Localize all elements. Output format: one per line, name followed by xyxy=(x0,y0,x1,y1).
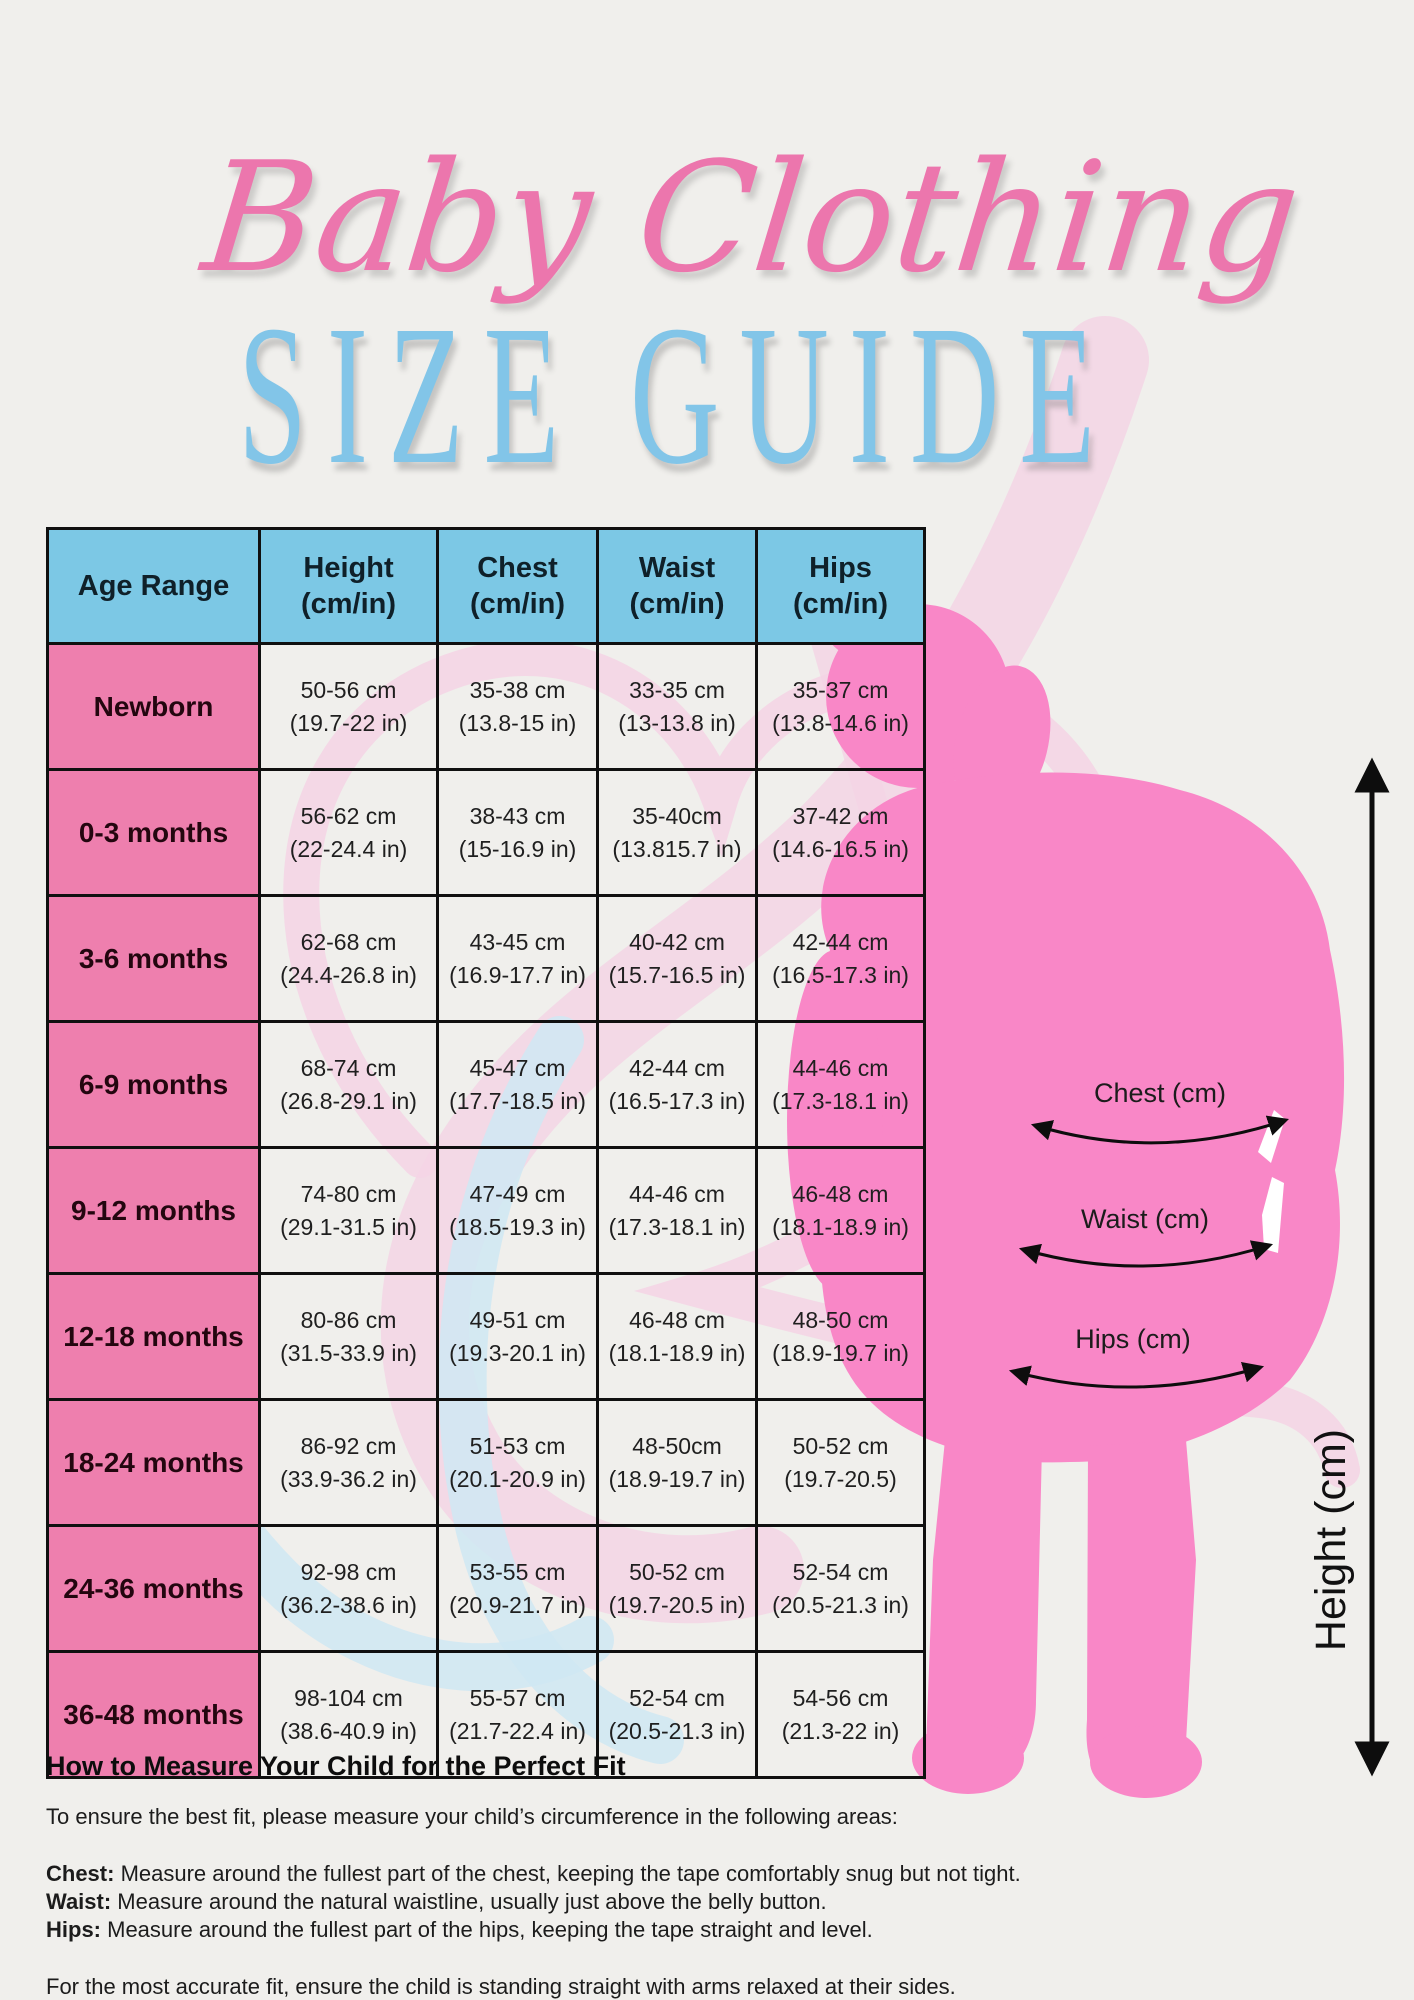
value-in: (17.3-18.1 in) xyxy=(608,1213,746,1240)
height-cell xyxy=(260,1274,438,1400)
table-row xyxy=(48,644,925,770)
height-cell xyxy=(260,1148,438,1274)
header-unit: (cm/in) xyxy=(300,588,397,620)
value-in: (20.5-21.3 in) xyxy=(772,1591,909,1618)
column-header-height xyxy=(260,529,438,644)
value-cm: 52-54 cm xyxy=(629,1684,725,1711)
value-in: (15-16.9 in) xyxy=(458,835,577,862)
howto-heading: How to Measure Your Child for the Perfect Fit xyxy=(46,1751,626,1781)
value-in: (19.7-20.5) xyxy=(784,1465,897,1492)
value-cm: 80-86 cm xyxy=(300,1306,397,1333)
value-cm: 42-44 cm xyxy=(629,1054,725,1081)
value-in: (15.7-16.5 in) xyxy=(608,961,746,988)
hips-cell xyxy=(757,644,925,770)
column-header-waist xyxy=(598,529,757,644)
howto-chest-text: Measure around the fullest part of the chest, keeping the tape comfortably snug but not tight. xyxy=(114,1861,1021,1887)
value-in: (17.3-18.1 in) xyxy=(772,1087,909,1114)
hips-cell xyxy=(757,896,925,1022)
header-row xyxy=(48,529,925,644)
height-cell xyxy=(260,1400,438,1526)
value-in: (17.7-18.5 in) xyxy=(449,1087,586,1114)
howto-hips-line xyxy=(46,1916,1166,1944)
howto-hips-term: Hips: xyxy=(46,1917,101,1943)
howto-waist-line xyxy=(46,1888,1166,1916)
value-in: (18.5-19.3 in) xyxy=(449,1213,586,1240)
waist-cell xyxy=(598,770,757,896)
size-table-body xyxy=(48,644,925,1778)
header-label: Waist xyxy=(638,551,716,584)
height-cell xyxy=(260,896,438,1022)
chest-cell xyxy=(438,1526,598,1652)
header-label: Hips xyxy=(809,551,872,584)
value-in: (13.8-14.6 in) xyxy=(772,709,909,736)
age-range-cell: 3-6 months xyxy=(48,896,260,1022)
chest-cell xyxy=(438,896,598,1022)
column-header-age-range xyxy=(48,529,260,644)
value-cm: 68-74 cm xyxy=(300,1054,397,1081)
value-cm: 35-40cm xyxy=(632,802,722,829)
value-in: (13-13.8 in) xyxy=(618,709,736,736)
value-cm: 56-62 cm xyxy=(300,802,397,829)
value-cm: 38-43 cm xyxy=(469,802,566,829)
howto-waist-text: Measure around the natural waistline, usually just above the belly button. xyxy=(111,1889,827,1915)
value-in: (18.9-19.7 in) xyxy=(608,1465,746,1492)
value-in: (14.6-16.5 in) xyxy=(772,835,909,862)
value-cm: 50-52 cm xyxy=(629,1558,725,1585)
howto-waist-term: Waist: xyxy=(46,1889,112,1915)
age-range-cell: 9-12 months xyxy=(48,1148,260,1274)
header-unit: (cm/in) xyxy=(792,588,889,620)
header-label: Height xyxy=(303,551,394,584)
chest-label: Chest (cm) xyxy=(1093,1078,1227,1108)
hips-cell xyxy=(757,1148,925,1274)
column-header-hips xyxy=(757,529,925,644)
value-cm: 54-56 cm xyxy=(792,1684,889,1711)
waist-cell xyxy=(598,1274,757,1400)
header-label: Age Range xyxy=(77,569,230,602)
value-in: (16.9-17.7 in) xyxy=(449,961,586,988)
table-row xyxy=(48,1148,925,1274)
value-in: (13.815.7 in) xyxy=(612,835,742,862)
table-row xyxy=(48,770,925,896)
hips-label: Hips (cm) xyxy=(1075,1324,1191,1354)
chest-cell xyxy=(438,770,598,896)
howto-footer: For the most accurate fit, ensure the child is standing straight with arms relaxed at their sides. xyxy=(46,1974,956,2000)
waist-cell xyxy=(598,896,757,1022)
value-cm: 52-54 cm xyxy=(792,1558,889,1585)
hips-cell xyxy=(757,1400,925,1526)
chest-cell xyxy=(438,644,598,770)
value-cm: 42-44 cm xyxy=(792,928,889,955)
value-cm: 74-80 cm xyxy=(300,1180,397,1207)
value-in: (20.9-21.7 in) xyxy=(449,1591,586,1618)
age-range-cell: 12-18 months xyxy=(48,1274,260,1400)
value-in: (21.7-22.4 in) xyxy=(449,1717,586,1744)
value-in: (29.1-31.5 in) xyxy=(280,1213,417,1240)
value-in: (18.1-18.9 in) xyxy=(772,1213,909,1240)
age-range-cell: Newborn xyxy=(48,644,260,770)
howto-chest-term: Chest: xyxy=(46,1861,115,1887)
header-unit: (cm/in) xyxy=(469,588,566,620)
waist-cell xyxy=(598,1148,757,1274)
value-in: (18.9-19.7 in) xyxy=(772,1339,909,1366)
howto-chest-line xyxy=(46,1860,1166,1888)
height-cell xyxy=(260,644,438,770)
chest-cell xyxy=(438,1022,598,1148)
table-row xyxy=(48,1526,925,1652)
value-in: (33.9-36.2 in) xyxy=(280,1465,417,1492)
column-header-chest xyxy=(438,529,598,644)
title-baby-clothing: Baby Clothing xyxy=(195,129,1308,306)
value-in: (16.5-17.3 in) xyxy=(772,961,909,988)
value-in: (19.7-22 in) xyxy=(289,709,408,736)
value-in: (36.2-38.6 in) xyxy=(280,1591,417,1618)
age-range-cell: 0-3 months xyxy=(48,770,260,896)
value-cm: 92-98 cm xyxy=(300,1558,397,1585)
table-row xyxy=(48,1022,925,1148)
value-cm: 62-68 cm xyxy=(300,928,397,955)
value-cm: 48-50cm xyxy=(632,1432,722,1459)
header-unit: (cm/in) xyxy=(629,588,725,620)
height-label: Height (cm) xyxy=(1307,1428,1355,1652)
value-in: (13.8-15 in) xyxy=(458,709,577,736)
chest-cell xyxy=(438,1400,598,1526)
value-in: (19.3-20.1 in) xyxy=(449,1339,586,1366)
value-cm: 44-46 cm xyxy=(629,1180,725,1207)
age-range-cell: 36-48 months xyxy=(48,1652,260,1778)
howto-hips-text: Measure around the fullest part of the hips, keeping the tape straight and level. xyxy=(101,1917,873,1943)
table-row xyxy=(48,896,925,1022)
value-cm: 33-35 cm xyxy=(629,676,725,703)
waist-cell xyxy=(598,1400,757,1526)
value-cm: 50-56 cm xyxy=(300,676,397,703)
value-in: (21.3-22 in) xyxy=(781,1717,900,1744)
value-cm: 48-50 cm xyxy=(792,1306,889,1333)
value-in: (16.5-17.3 in) xyxy=(608,1087,746,1114)
age-range-cell: 18-24 months xyxy=(48,1400,260,1526)
value-in: (19.7-20.5 in) xyxy=(608,1591,746,1618)
value-cm: 46-48 cm xyxy=(792,1180,889,1207)
size-guide-table xyxy=(46,527,926,1779)
chest-cell xyxy=(438,1274,598,1400)
age-range-cell: 6-9 months xyxy=(48,1022,260,1148)
header-label: Chest xyxy=(477,551,558,584)
value-cm: 55-57 cm xyxy=(469,1684,566,1711)
value-cm: 50-52 cm xyxy=(792,1432,889,1459)
table-header-row xyxy=(48,529,925,644)
hips-cell xyxy=(757,1526,925,1652)
value-cm: 53-55 cm xyxy=(469,1558,566,1585)
title-size-guide: SIZE GUIDE xyxy=(238,285,1115,506)
hips-cell xyxy=(757,770,925,896)
value-cm: 37-42 cm xyxy=(792,802,889,829)
value-cm: 44-46 cm xyxy=(792,1054,889,1081)
value-in: (26.8-29.1 in) xyxy=(280,1087,417,1114)
value-in: (20.5-21.3 in) xyxy=(608,1717,746,1744)
value-in: (22-24.4 in) xyxy=(289,835,408,862)
value-in: (24.4-26.8 in) xyxy=(280,961,417,988)
value-cm: 35-38 cm xyxy=(469,676,566,703)
value-cm: 51-53 cm xyxy=(469,1432,566,1459)
waist-cell xyxy=(598,1022,757,1148)
howto-definitions xyxy=(46,1860,1166,1944)
height-cell xyxy=(260,1022,438,1148)
hips-cell xyxy=(757,1274,925,1400)
value-in: (20.1-20.9 in) xyxy=(449,1465,586,1492)
value-cm: 43-45 cm xyxy=(469,928,566,955)
table-row xyxy=(48,1400,925,1526)
table-row xyxy=(48,1274,925,1400)
value-in: (38.6-40.9 in) xyxy=(280,1717,417,1744)
value-cm: 47-49 cm xyxy=(469,1180,566,1207)
value-cm: 35-37 cm xyxy=(792,676,889,703)
hips-cell xyxy=(757,1022,925,1148)
value-cm: 49-51 cm xyxy=(469,1306,566,1333)
waist-cell xyxy=(598,644,757,770)
height-cell xyxy=(260,770,438,896)
age-range-cell: 24-36 months xyxy=(48,1526,260,1652)
chest-cell xyxy=(438,1148,598,1274)
waist-cell xyxy=(598,1526,757,1652)
howto-section xyxy=(46,1750,1166,2000)
howto-intro: To ensure the best fit, please measure your child’s circumference in the following areas: xyxy=(46,1804,898,1830)
value-cm: 46-48 cm xyxy=(629,1306,725,1333)
value-cm: 86-92 cm xyxy=(300,1432,397,1459)
value-cm: 40-42 cm xyxy=(629,928,725,955)
value-in: (31.5-33.9 in) xyxy=(280,1339,417,1366)
value-cm: 45-47 cm xyxy=(469,1054,566,1081)
waist-label: Waist (cm) xyxy=(1081,1204,1209,1234)
value-cm: 98-104 cm xyxy=(294,1684,403,1711)
height-cell xyxy=(260,1526,438,1652)
value-in: (18.1-18.9 in) xyxy=(608,1339,746,1366)
